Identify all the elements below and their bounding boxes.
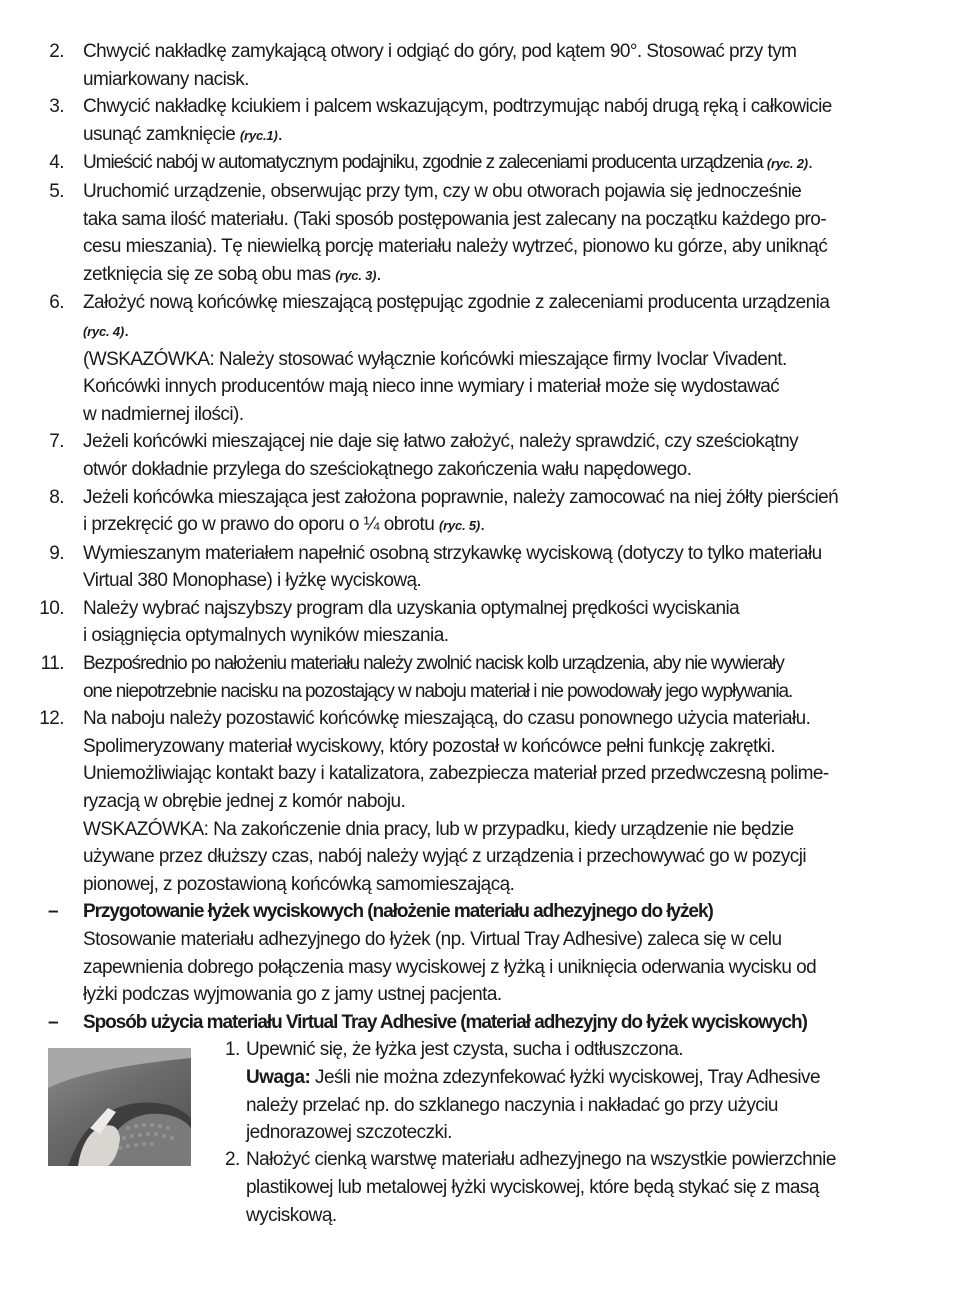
section-heading: Przygotowanie łyżek wyciskowych (nałożenie materiału adhezyjnego do łyżek)	[83, 901, 713, 923]
list-item	[0, 178, 954, 289]
figure-reference: (ryc.1)	[239, 127, 278, 143]
item-line: umiarkowany nacisk.	[83, 68, 249, 90]
step-note-line: należy przelać np. do szklanego naczynia i nakładać go przy użyciu	[246, 1094, 778, 1116]
item-line-text: i przekręcić go w prawo do oporu o ¼ obrotu	[83, 514, 440, 536]
item-line: Wymieszanym materiałem napełnić osobną strzykawkę wyciskową (dotyczy to tylko materiału	[83, 542, 822, 564]
item-line: Na naboju należy pozostawić końcówkę mieszającą, do czasu ponownego użycia materiału.	[83, 708, 811, 730]
step-line: Nałożyć cienką warstwę materiału adhezyjnego na wszystkie powierzchnie	[246, 1149, 836, 1171]
list-item	[0, 595, 954, 650]
note-line: w nadmiernej ilości).	[83, 403, 244, 425]
item-line: cesu mieszania). Tę niewielką porcję materiału należy wytrzeć, pionowo ku górze, aby uniknąć	[83, 236, 828, 258]
item-number: 11.	[40, 653, 64, 675]
item-line: Chwycić nakładkę kciukiem i palcem wskazującym, podtrzymując nabój drugą ręką i całkowicie	[83, 96, 832, 118]
note-line: WSKAZÓWKA: Na zakończenie dnia pracy, lub w przypadku, kiedy urządzenie nie będzie	[83, 818, 794, 840]
note-line: używane przez dłuższy czas, nabój należy wyjąć z urządzenia i przechowywać go w pozycji	[83, 846, 807, 868]
step-line: Upewnić się, że łyżka jest czysta, sucha i odtłuszczona.	[246, 1039, 684, 1061]
item-number: 7.	[49, 431, 64, 453]
list-item	[0, 149, 954, 178]
adhesive-step	[225, 1146, 925, 1229]
item-line: Chwycić nakładkę zamykającą otwory i odgiąć do góry, pod kątem 90°. Stosować przy tym	[83, 41, 797, 62]
figure-reference: (ryc. 4)	[83, 323, 125, 339]
item-number: 2.	[49, 41, 64, 62]
adhesive-figure-block	[0, 1036, 954, 1226]
item-number: 5.	[49, 180, 64, 202]
step-line: wyciskową.	[246, 1204, 337, 1226]
item-number: 4.	[49, 152, 64, 174]
item-line-text: zetknięcia się ze sobą obu mas	[83, 263, 336, 285]
item-line: taka sama ilość materiału. (Taki sposób postępowania jest zalecany na początku każdego pro-	[83, 208, 827, 230]
list-item	[0, 484, 954, 540]
item-line: Umieścić nabój w automatycznym podajniku, zgodnie z zaleceniami producenta urządzenia (ryc. 2).	[83, 152, 813, 174]
note-label: Uwaga:	[246, 1066, 311, 1088]
list-item	[0, 289, 954, 428]
section-dash: –	[48, 1011, 59, 1033]
item-line: usunąć zamknięcie (ryc.1).	[83, 123, 283, 145]
item-line: Uruchomić urządzenie, obserwując przy tym, czy w obu otworach pojawia się jednocześnie	[83, 180, 802, 202]
item-number: 8.	[49, 486, 64, 508]
list-item	[0, 38, 954, 93]
tray-adhesive-illustration	[48, 1048, 191, 1166]
item-line: Bezpośrednio po nałożeniu materiału należy zwolnić nacisk kolb urządzenia, aby nie wywierały	[83, 653, 784, 675]
section-body-line: Stosowanie materiału adhezyjnego do łyżek (np. Virtual Tray Adhesive) zaleca się w celu	[83, 929, 782, 950]
step-line: plastikowej lub metalowej łyżki wyciskowej, które będą stykać się z masą	[246, 1176, 819, 1198]
list-item	[0, 428, 954, 483]
note-line: pionowej, z pozostawioną końcówką samomieszającą.	[83, 873, 515, 895]
item-line: Uniemożliwiając kontakt bazy i katalizatora, zabezpiecza materiał przed przedwczesną polime-	[83, 763, 829, 785]
step-note-line	[225, 1064, 925, 1092]
figure-reference: (ryc. 2)	[766, 156, 808, 172]
item-line: (ryc. 4).	[83, 319, 129, 341]
figure-reference: (ryc. 3)	[335, 267, 377, 283]
step-number: 1.	[225, 1039, 240, 1061]
step-number: 2.	[225, 1149, 240, 1171]
item-line: Virtual 380 Monophase) i łyżkę wyciskową.	[83, 570, 422, 592]
document-page	[0, 38, 954, 1226]
list-item	[0, 650, 954, 705]
section-dash: –	[48, 901, 59, 923]
section-tray-adhesive-usage	[0, 1009, 954, 1037]
item-line: Założyć nową końcówkę mieszającą postępując zgodnie z zaleceniami producenta urządzenia	[83, 292, 830, 314]
list-item	[0, 705, 954, 898]
item-line: i osiągnięcia optymalnych wyników mieszania.	[83, 625, 449, 647]
item-number: 10.	[39, 597, 64, 619]
item-number: 6.	[49, 292, 64, 314]
item-line-text: usunąć zamknięcie	[83, 123, 240, 145]
item-line: ryzacją w obrębie jednej z komór naboju.	[83, 791, 406, 813]
item-number: 12.	[39, 708, 64, 730]
section-heading: Sposób użycia materiału Virtual Tray Adhesive (materiał adhezyjny do łyżek wyciskowych)	[83, 1011, 807, 1033]
section-tray-preparation	[0, 898, 954, 1008]
item-number: 3.	[49, 96, 64, 118]
note-line: (WSKAZÓWKA: Należy stosować wyłącznie końcówki mieszające firmy Ivoclar Vivadent.	[83, 348, 787, 370]
item-line: Należy wybrać najszybszy program dla uzyskania optymalnej prędkości wyciskania	[83, 597, 740, 619]
item-number: 9.	[49, 542, 64, 564]
list-item	[0, 93, 954, 149]
item-line: Jeżeli końcówka mieszająca jest założona poprawnie, należy zamocować na niej żółty pierścień	[83, 486, 839, 508]
item-line: otwór dokładnie przylega do sześciokątnego zakończenia wału napędowego.	[83, 458, 692, 480]
section-body-line: łyżki podczas wyjmowania go z jamy ustnej pacjenta.	[83, 984, 502, 1006]
item-line: one niepotrzebnie nacisku na pozostający w naboju materiał i nie powodowały jego wypływania.	[83, 680, 793, 702]
item-line-text: Umieścić nabój w automatycznym podajniku, zgodnie z zaleceniami producenta urządzenia	[83, 152, 767, 174]
note-text: Jeśli nie można zdezynfekować łyżki wyciskowej, Tray Adhesive	[310, 1066, 821, 1088]
adhesive-step	[225, 1036, 925, 1146]
figure-reference: (ryc. 5)	[439, 518, 481, 534]
item-line: zetknięcia się ze sobą obu mas (ryc. 3).	[83, 263, 382, 285]
list-item	[0, 540, 954, 595]
step-note-line: jednorazowej szczoteczki.	[246, 1122, 452, 1144]
item-line: Jeżeli końcówki mieszającej nie daje się łatwo założyć, należy sprawdzić, czy sześciokątny	[83, 431, 799, 453]
tray-adhesive-photo	[48, 1048, 191, 1166]
section-body-line: zapewnienia dobrego połączenia masy wyciskowej z łyżką i uniknięcia oderwania wycisku od	[83, 956, 817, 978]
item-line: Spolimeryzowany materiał wyciskowy, który pozostał w końcówce pełni funkcję zakrętki.	[83, 735, 776, 757]
note-line: Końcówki innych producentów mają nieco inne wymiary i materiał może się wydostawać	[83, 376, 780, 398]
item-line: i przekręcić go w prawo do oporu o ¼ obrotu (ryc. 5).	[83, 514, 485, 536]
